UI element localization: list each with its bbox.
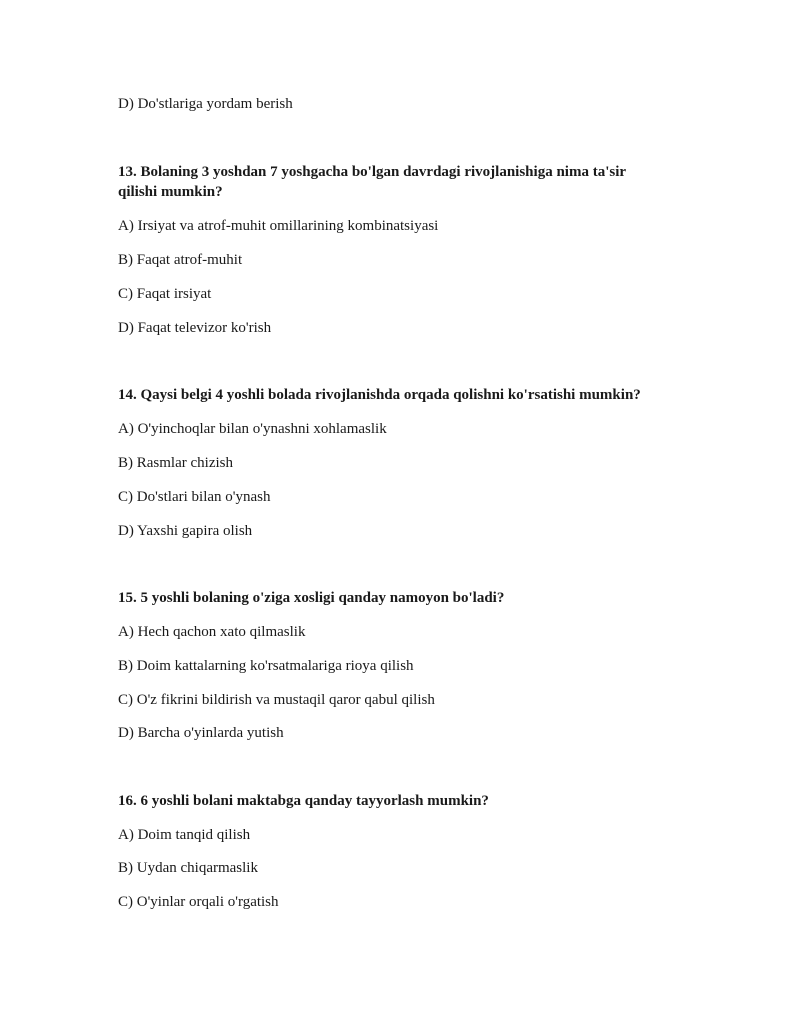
question-16-text: 16. 6 yoshli bolani maktabga qanday tayyorlash mumkin? [118,793,489,809]
question-15-option-d: D) Barcha o'yinlarda yutish [118,725,284,741]
question-14-text: 14. Qaysi belgi 4 yoshli bolada rivojlanishda orqada qolishni ko'rsatishi mumkin? [118,387,641,403]
question-13-option-a: A) Irsiyat va atrof-muhit omillarining kombinatsiyasi [118,218,439,234]
question-15-text: 15. 5 yoshli bolaning o'ziga xosligi qanday namoyon bo'ladi? [118,590,505,606]
question-16-option-a: A) Doim tanqid qilish [118,827,251,843]
question-13-option-d: D) Faqat televizor ko'rish [118,320,272,336]
question-14-option-a: A) O'yinchoqlar bilan o'ynashni xohlamaslik [118,421,387,437]
prev-question-option-d: D) Do'stlariga yordam berish [118,96,293,112]
question-13-text-line2: qilishi mumkin? [118,184,223,200]
question-13-option-c: C) Faqat irsiyat [118,286,212,302]
question-14-option-c: C) Do'stlari bilan o'ynash [118,489,271,505]
question-13-option-b: B) Faqat atrof-muhit [118,252,243,268]
question-15-option-b: B) Doim kattalarning ko'rsatmalariga rioya qilish [118,658,414,674]
question-15-option-a: A) Hech qachon xato qilmaslik [118,624,306,640]
question-15-option-c: C) O'z fikrini bildirish va mustaqil qaror qabul qilish [118,692,435,708]
question-13-text-line1: 13. Bolaning 3 yoshdan 7 yoshgacha bo'lgan davrdagi rivojlanishiga nima ta'sir [118,164,627,180]
question-16-option-c: C) O'yinlar orqali o'rgatish [118,894,279,910]
question-14-option-b: B) Rasmlar chizish [118,455,233,471]
question-14-option-d: D) Yaxshi gapira olish [118,523,253,539]
question-16-option-b: B) Uydan chiqarmaslik [118,860,258,876]
